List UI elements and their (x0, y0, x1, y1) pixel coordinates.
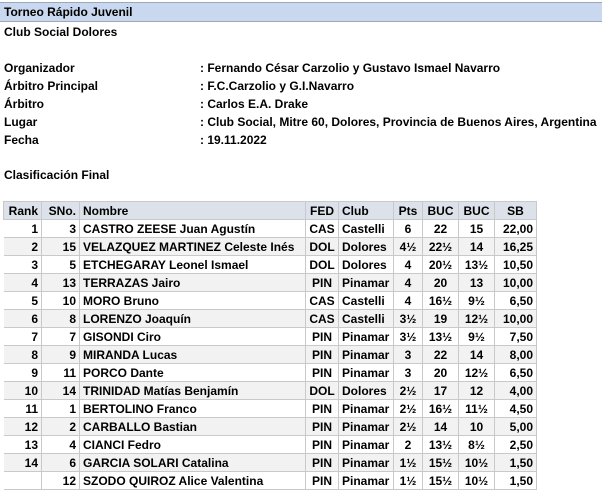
pts-cell: 1½ (394, 454, 423, 472)
col-buc1-header: BUC (423, 202, 459, 220)
table-row (4, 310, 537, 328)
fed-cell: DOL (306, 256, 339, 274)
sno-cell: 5 (42, 256, 80, 274)
buc2-cell: 12½ (459, 310, 495, 328)
info-label: Árbitro Principal (4, 79, 99, 93)
name-cell: GISONDI Ciro (80, 328, 306, 346)
club-cell: Castelli (339, 292, 394, 310)
name-cell: TERRAZAS Jairo (80, 274, 306, 292)
club-cell: Pinamar (339, 418, 394, 436)
sb-cell: 6,50 (495, 364, 537, 382)
standings-body (4, 220, 537, 490)
rank-cell: 4 (4, 274, 42, 292)
sb-cell: 5,00 (495, 418, 537, 436)
name-cell: LORENZO Joaquín (80, 310, 306, 328)
sno-cell: 8 (42, 310, 80, 328)
col-buc2-header: BUC (459, 202, 495, 220)
rank-cell: 10 (4, 382, 42, 400)
fed-cell: PIN (306, 472, 339, 490)
info-label: Organizador (4, 61, 75, 75)
sb-cell: 6,50 (495, 292, 537, 310)
fed-cell: PIN (306, 346, 339, 364)
pts-cell: 4 (394, 256, 423, 274)
buc2-cell: 12½ (459, 364, 495, 382)
info-row-date (4, 131, 600, 149)
sno-cell: 1 (42, 400, 80, 418)
name-cell: VELAZQUEZ MARTINEZ Celeste Inés (80, 238, 306, 256)
pts-cell: 3½ (394, 328, 423, 346)
club-cell: Pinamar (339, 274, 394, 292)
name-cell: MORO Bruno (80, 292, 306, 310)
club-cell: Pinamar (339, 454, 394, 472)
club-cell: Pinamar (339, 400, 394, 418)
table-row (4, 346, 537, 364)
fed-cell: PIN (306, 274, 339, 292)
fed-cell: CAS (306, 310, 339, 328)
sno-cell: 11 (42, 364, 80, 382)
fed-cell: PIN (306, 436, 339, 454)
buc2-cell: 9½ (459, 328, 495, 346)
fed-cell: DOL (306, 382, 339, 400)
club-cell: Dolores (339, 256, 394, 274)
table-row (4, 472, 537, 490)
fed-cell: PIN (306, 400, 339, 418)
sb-cell: 16,25 (495, 238, 537, 256)
fed-cell: PIN (306, 454, 339, 472)
info-value: : Fernando César Carzolio y Gustavo Ismael Navarro (200, 61, 501, 75)
club-cell: Castelli (339, 220, 394, 238)
buc2-cell: 12 (459, 382, 495, 400)
info-label: Lugar (4, 115, 38, 129)
pts-cell: 3 (394, 364, 423, 382)
info-row-arbiter (4, 95, 600, 113)
buc2-cell: 14 (459, 238, 495, 256)
buc1-cell: 22 (423, 346, 459, 364)
col-pts-header: Pts (394, 202, 423, 220)
sno-cell: 10 (42, 292, 80, 310)
fed-cell: PIN (306, 418, 339, 436)
club-cell: Pinamar (339, 328, 394, 346)
pts-cell: 6 (394, 220, 423, 238)
col-name-header: Nombre (80, 202, 306, 220)
sb-cell: 1,50 (495, 454, 537, 472)
buc2-cell: 11½ (459, 400, 495, 418)
tournament-info (4, 59, 600, 149)
sno-cell: 13 (42, 274, 80, 292)
rank-cell: 14 (4, 454, 42, 472)
table-row (4, 220, 537, 238)
sno-cell: 7 (42, 328, 80, 346)
pts-cell: 4 (394, 292, 423, 310)
buc2-cell: 10½ (459, 472, 495, 490)
info-value: : F.C.Carzolio y G.I.Navarro (200, 79, 355, 93)
name-cell: TRINIDAD Matías Benjamín (80, 382, 306, 400)
club-cell: Castelli (339, 310, 394, 328)
table-row (4, 418, 537, 436)
buc1-cell: 20 (423, 364, 459, 382)
tournament-title: Torneo Rápido Juvenil (4, 5, 133, 19)
sb-cell: 7,50 (495, 328, 537, 346)
pts-cell: 1½ (394, 472, 423, 490)
table-row (4, 436, 537, 454)
buc1-cell: 15½ (423, 454, 459, 472)
buc1-cell: 20 (423, 274, 459, 292)
buc2-cell: 13½ (459, 256, 495, 274)
name-cell: CIANCI Fedro (80, 436, 306, 454)
club-cell: Pinamar (339, 472, 394, 490)
name-cell: CASTRO ZEESE Juan Agustín (80, 220, 306, 238)
table-row (4, 454, 537, 472)
buc2-cell: 13 (459, 274, 495, 292)
sno-cell: 12 (42, 472, 80, 490)
pts-cell: 2½ (394, 382, 423, 400)
rank-cell: 8 (4, 346, 42, 364)
fed-cell: CAS (306, 220, 339, 238)
buc2-cell: 9½ (459, 292, 495, 310)
section-title: Clasificación Final (4, 168, 110, 182)
club-cell: Dolores (339, 382, 394, 400)
buc1-cell: 16½ (423, 400, 459, 418)
buc1-cell: 14 (423, 418, 459, 436)
sno-cell: 6 (42, 454, 80, 472)
table-row (4, 328, 537, 346)
sno-cell: 2 (42, 418, 80, 436)
table-row (4, 382, 537, 400)
club-cell: Pinamar (339, 364, 394, 382)
name-cell: GARCIA SOLARI Catalina (80, 454, 306, 472)
rank-cell: 6 (4, 310, 42, 328)
sb-cell: 10,00 (495, 274, 537, 292)
pts-cell: 2½ (394, 418, 423, 436)
buc2-cell: 8½ (459, 436, 495, 454)
name-cell: SZODO QUIROZ Alice Valentina (80, 472, 306, 490)
club-cell: Dolores (339, 238, 394, 256)
buc1-cell: 20½ (423, 256, 459, 274)
info-label: Fecha (4, 133, 39, 147)
name-cell: PORCO Dante (80, 364, 306, 382)
buc1-cell: 15½ (423, 472, 459, 490)
fed-cell: PIN (306, 328, 339, 346)
buc1-cell: 19 (423, 310, 459, 328)
buc1-cell: 16½ (423, 292, 459, 310)
rank-cell: 3 (4, 256, 42, 274)
buc2-cell: 14 (459, 346, 495, 364)
sno-cell: 9 (42, 346, 80, 364)
table-row (4, 238, 537, 256)
name-cell: MIRANDA Lucas (80, 346, 306, 364)
sb-cell: 10,00 (495, 310, 537, 328)
rank-cell: 12 (4, 418, 42, 436)
club-cell: Pinamar (339, 436, 394, 454)
sb-cell: 4,00 (495, 382, 537, 400)
rank-cell: 2 (4, 238, 42, 256)
club-cell: Pinamar (339, 346, 394, 364)
pts-cell: 2 (394, 436, 423, 454)
sno-cell: 15 (42, 238, 80, 256)
buc1-cell: 22 (423, 220, 459, 238)
sb-cell: 8,00 (495, 346, 537, 364)
rank-cell: 9 (4, 364, 42, 382)
name-cell: ETCHEGARAY Leonel Ismael (80, 256, 306, 274)
tournament-title-bar (0, 2, 602, 22)
table-row (4, 292, 537, 310)
rank-cell (4, 472, 42, 490)
name-cell: BERTOLINO Franco (80, 400, 306, 418)
table-row (4, 256, 537, 274)
info-row-chief-arbiter (4, 77, 600, 95)
info-value: : Club Social, Mitre 60, Dolores, Provincia de Buenos Aires, Argentina (200, 115, 597, 129)
name-cell: CARBALLO Bastian (80, 418, 306, 436)
sno-cell: 3 (42, 220, 80, 238)
buc2-cell: 10½ (459, 454, 495, 472)
buc1-cell: 13½ (423, 328, 459, 346)
pts-cell: 2½ (394, 400, 423, 418)
fed-cell: DOL (306, 238, 339, 256)
table-row (4, 364, 537, 382)
sb-cell: 4,50 (495, 400, 537, 418)
pts-cell: 3½ (394, 310, 423, 328)
sb-cell: 2,50 (495, 436, 537, 454)
rank-cell: 11 (4, 400, 42, 418)
info-value: : Carlos E.A. Drake (200, 97, 309, 111)
rank-cell: 13 (4, 436, 42, 454)
col-sno-header: SNo. (42, 202, 80, 220)
fed-cell: PIN (306, 364, 339, 382)
club-name: Club Social Dolores (4, 25, 118, 39)
sno-cell: 4 (42, 436, 80, 454)
info-row-organizer (4, 59, 600, 77)
rank-cell: 5 (4, 292, 42, 310)
buc2-cell: 15 (459, 220, 495, 238)
col-sb-header: SB (495, 202, 537, 220)
sb-cell: 22,00 (495, 220, 537, 238)
pts-cell: 3 (394, 346, 423, 364)
fed-cell: CAS (306, 292, 339, 310)
col-rank-header: Rank (4, 202, 42, 220)
col-club-header: Club (339, 202, 394, 220)
table-row (4, 400, 537, 418)
sno-cell: 14 (42, 382, 80, 400)
rank-cell: 7 (4, 328, 42, 346)
buc1-cell: 13½ (423, 436, 459, 454)
sb-cell: 1,50 (495, 472, 537, 490)
pts-cell: 4½ (394, 238, 423, 256)
buc1-cell: 22½ (423, 238, 459, 256)
info-value: : 19.11.2022 (200, 133, 267, 147)
table-header-row (4, 202, 537, 220)
pts-cell: 4 (394, 274, 423, 292)
buc1-cell: 17 (423, 382, 459, 400)
col-fed-header: FED (306, 202, 339, 220)
rank-cell: 1 (4, 220, 42, 238)
table-row (4, 274, 537, 292)
sb-cell: 10,50 (495, 256, 537, 274)
buc2-cell: 10 (459, 418, 495, 436)
info-label: Árbitro (4, 97, 44, 111)
info-row-venue (4, 113, 600, 131)
standings-table (3, 201, 537, 490)
